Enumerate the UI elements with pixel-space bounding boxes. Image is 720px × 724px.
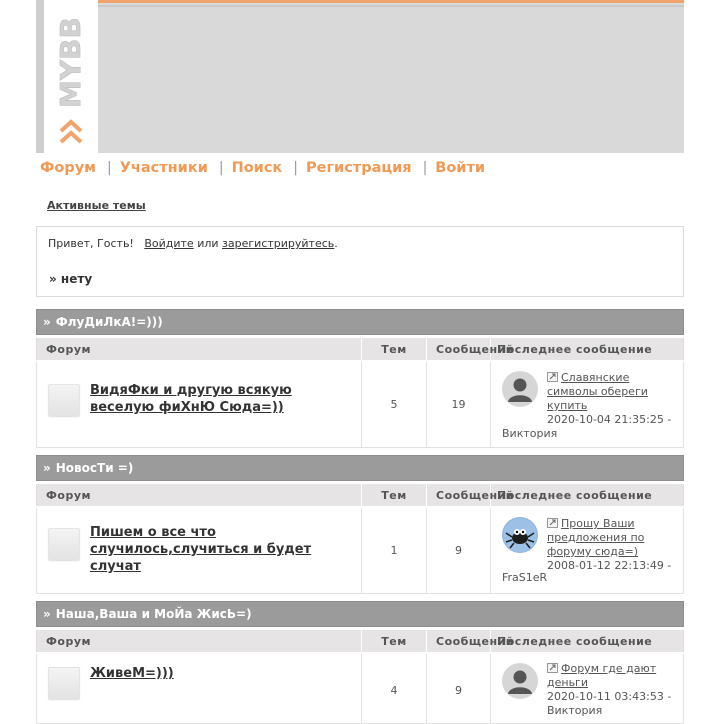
page: [36, 0, 684, 717]
col-forum: Форум: [37, 630, 362, 652]
main-nav: [40, 158, 485, 178]
forum-row: [36, 654, 684, 724]
category-block: [36, 455, 684, 594]
forum-row: [36, 508, 684, 594]
category-title: Наша,Ваша и МоЙа ЖисЬ=): [55, 607, 252, 621]
col-topics: Тем: [362, 630, 427, 652]
greeting-text: Привет, Гость!: [48, 237, 134, 250]
forum-link[interactable]: ЖивеМ=))): [90, 666, 174, 681]
nav-forum[interactable]: Форум: [40, 160, 97, 176]
forum-row: [36, 362, 684, 448]
nav-separator: |: [107, 160, 112, 176]
col-forum: Форум: [37, 484, 362, 506]
col-topics: Тем: [362, 338, 427, 360]
col-posts: Сообщений: [427, 630, 491, 652]
mybb-chevron-icon: [58, 118, 84, 146]
active-topics-link[interactable]: Активные темы: [47, 199, 146, 212]
last-post-info: [547, 517, 677, 573]
column-headers: [36, 338, 684, 360]
nav-register[interactable]: Регистрация: [306, 160, 412, 176]
last-post-author[interactable]: Виктория: [547, 704, 603, 717]
nav-separator: |: [293, 160, 298, 176]
last-post-date: 2020-10-04 21:35:25 -: [547, 413, 672, 426]
last-topic-link[interactable]: Славянские символы обереги купить: [547, 371, 648, 412]
topics-count: 5: [362, 362, 427, 447]
double-chevron-icon: »: [43, 461, 51, 475]
or-text: или: [197, 237, 219, 250]
forum-link[interactable]: Пишем о все что случилось,случиться и будет случат: [90, 525, 312, 574]
logo[interactable]: [36, 0, 98, 153]
news-text: » нету: [49, 272, 93, 286]
category-title: ФлуДиЛкА!=))): [55, 315, 163, 329]
posts-count: 19: [427, 362, 491, 447]
header: [36, 0, 684, 153]
forum-status-icon: [48, 384, 80, 416]
welcome-line: [48, 237, 338, 250]
col-last-post: Последнее сообщение: [497, 634, 653, 648]
col-posts: Сообщений: [427, 338, 491, 360]
category-header[interactable]: [36, 601, 684, 627]
header-banner: [98, 0, 684, 153]
category-title: НовосТи =): [55, 461, 134, 475]
goto-post-icon[interactable]: [547, 372, 558, 382]
nav-separator: |: [422, 160, 428, 176]
posts-count: 9: [427, 654, 491, 723]
last-post-author[interactable]: FraS1eR: [502, 571, 548, 584]
nav-login[interactable]: Войти: [435, 160, 486, 176]
register-link[interactable]: зарегистрируйтесь: [222, 237, 335, 250]
last-post-info: [547, 662, 677, 718]
last-post-date: 2020-10-11 03:43:53 -: [547, 690, 672, 703]
nav-separator: |: [218, 160, 224, 176]
posts-count: 9: [427, 508, 491, 593]
nav-search[interactable]: Поиск: [231, 160, 283, 176]
svg-text:MYBB: MYBB: [54, 17, 87, 108]
column-headers: [36, 630, 684, 652]
period-text: .: [334, 237, 338, 250]
login-link[interactable]: Войдите: [144, 237, 194, 250]
welcome-panel: [36, 226, 684, 297]
column-headers: [36, 484, 684, 506]
category-block: [36, 309, 684, 448]
mybb-logo-text: [54, 12, 88, 112]
goto-post-icon[interactable]: [547, 663, 558, 673]
forum-link[interactable]: ВидяФки и другую всякую веселую фиХнЮ Сюда=)): [90, 383, 292, 415]
topics-count: 4: [362, 654, 427, 723]
last-topic-link[interactable]: Форум где дают деньги: [547, 662, 657, 689]
col-last-post: Последнее сообщение: [497, 488, 653, 502]
col-topics: Тем: [362, 484, 427, 506]
spider-avatar[interactable]: [502, 517, 538, 553]
col-posts: Сообщений: [427, 484, 491, 506]
category-header[interactable]: [36, 309, 684, 335]
category-header[interactable]: [36, 455, 684, 481]
col-last-post: Последнее сообщение: [497, 342, 653, 356]
goto-post-icon[interactable]: [547, 518, 558, 528]
double-chevron-icon: »: [43, 315, 51, 329]
category-block: [36, 601, 684, 724]
col-forum: Форум: [37, 338, 362, 360]
nav-members[interactable]: Участники: [119, 160, 208, 176]
default-user-icon[interactable]: [502, 663, 538, 699]
forum-status-icon: [48, 667, 80, 699]
forum-status-icon: [48, 528, 80, 560]
last-topic-link[interactable]: Прошу Ваши предложения по форуму сюда=): [547, 517, 645, 558]
topics-count: 1: [362, 508, 427, 593]
last-post-date: 2008-01-12 22:13:49 -: [547, 559, 672, 572]
last-post-info: [547, 371, 677, 427]
default-user-icon[interactable]: [502, 371, 538, 407]
last-post-author[interactable]: Виктория: [502, 427, 558, 440]
double-chevron-icon: »: [43, 607, 51, 621]
